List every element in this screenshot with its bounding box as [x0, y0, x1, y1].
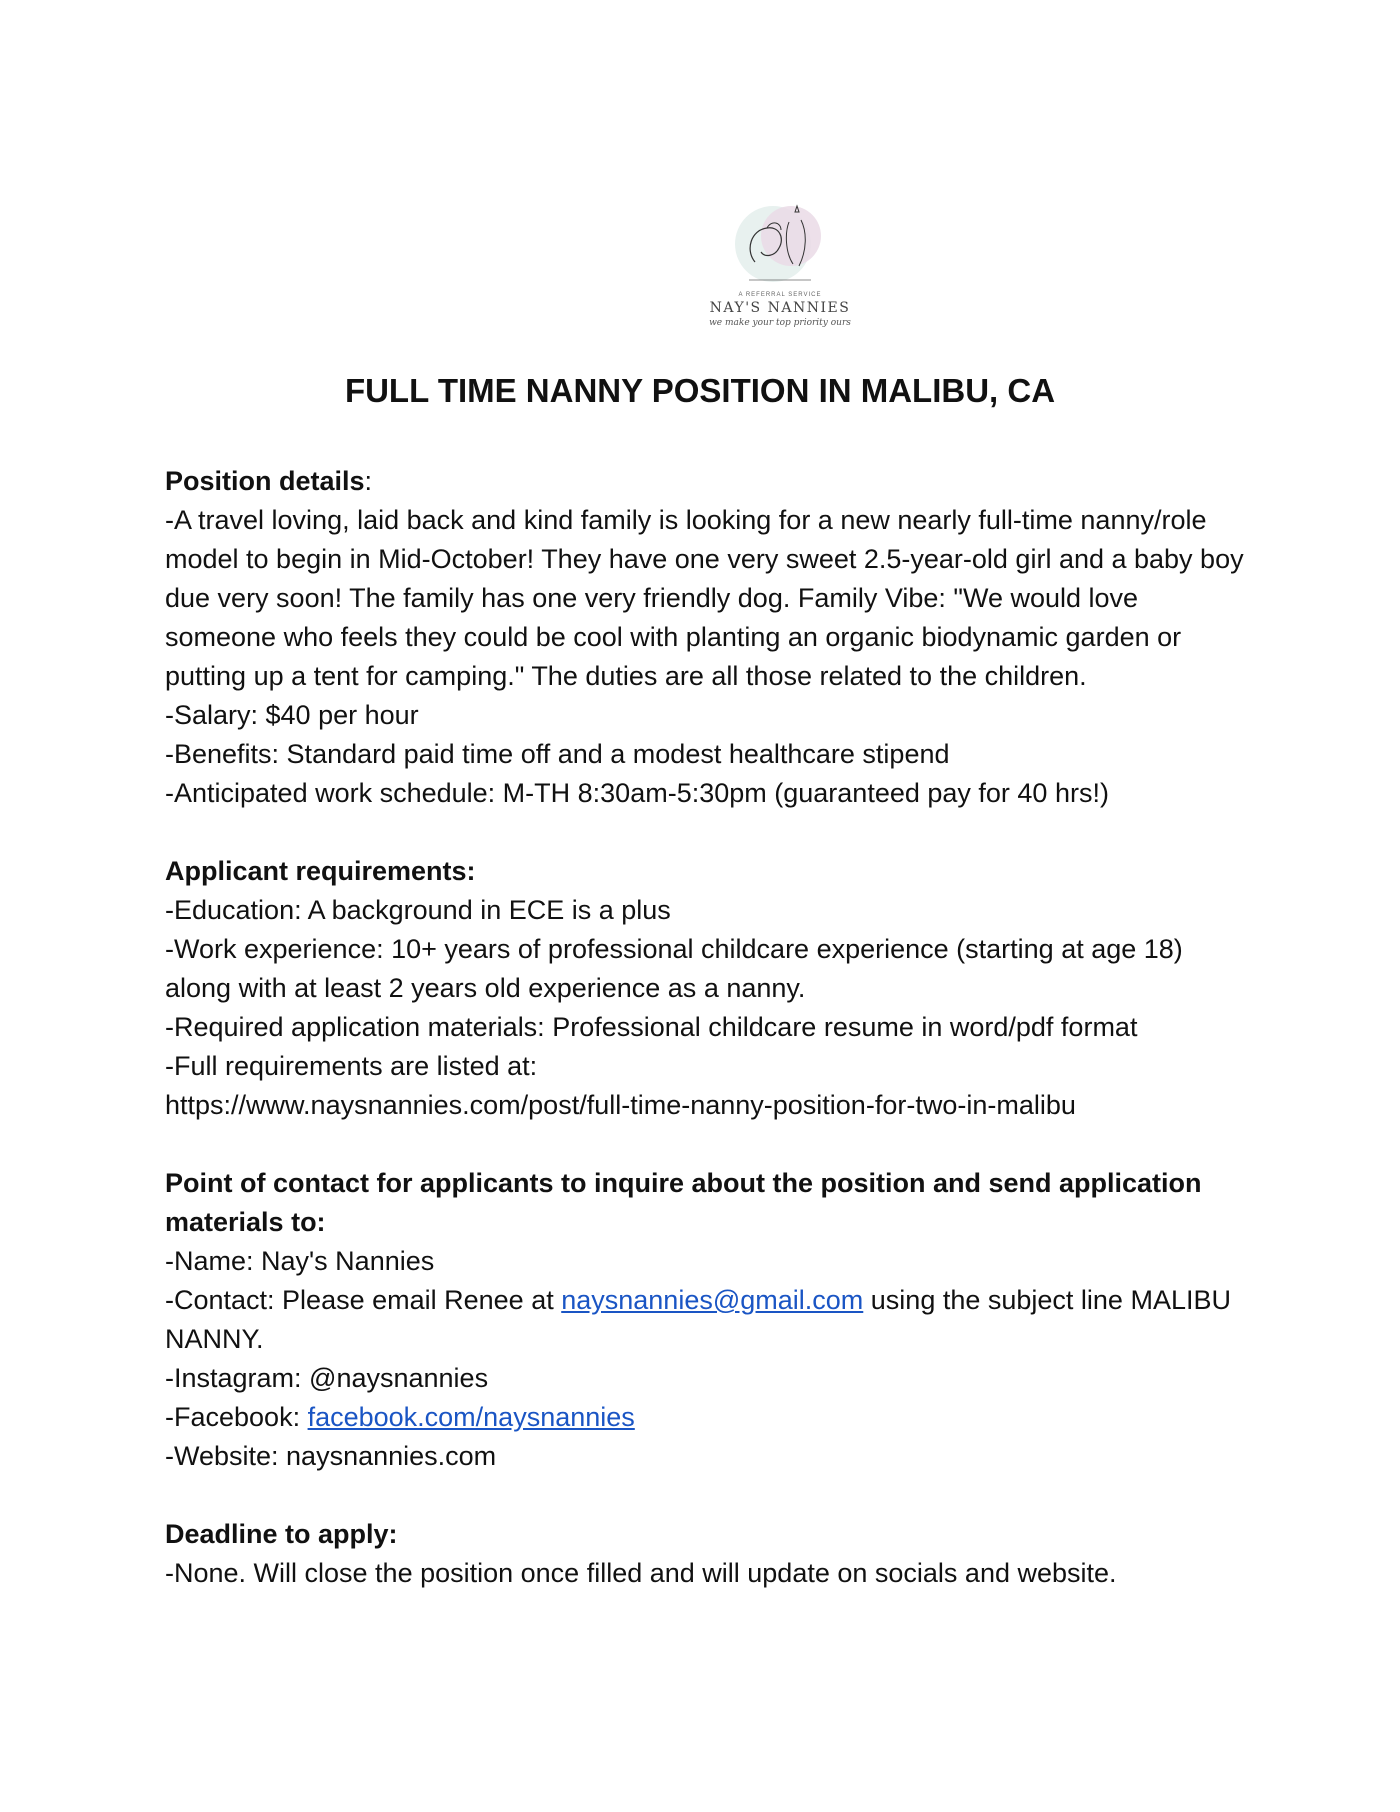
point-of-contact-section — [165, 1164, 1255, 1476]
logo-brand-name: NAY'S NANNIES — [709, 300, 851, 316]
logo-sub-label: A REFERRAL SERVICE — [738, 292, 822, 298]
logo-illustration-icon — [715, 192, 845, 292]
facebook-link[interactable]: facebook.com/naysnannies — [307, 1402, 635, 1432]
position-details-heading-line — [165, 462, 1255, 501]
instagram-line: -Instagram: @naysnannies — [165, 1363, 489, 1393]
applicant-requirements-section — [165, 852, 1255, 1125]
page-title: FULL TIME NANNY POSITION IN MALIBU, CA — [344, 372, 1056, 409]
work-experience-line: -Work experience: 10+ years of professional childcare experience (starting at age 18) along with at least 2 years old experience as a nanny. — [165, 934, 1191, 1003]
contact-name-line: -Name: Nay's Nannies — [165, 1246, 435, 1276]
position-details-heading: Position details — [165, 466, 365, 496]
document-body — [165, 462, 1255, 1632]
position-description: -A travel loving, laid back and kind family is looking for a new nearly full-time nanny/role model to begin in Mid-October! They have one very sweet 2.5-year-old girl and a baby boy due very soon! The family has one very friendly dog. Family Vibe: "We would love someone who feels they could be cool with planting an organic biodynamic garden or putting up a tent for camping." The duties are all those related to the children. — [165, 505, 1252, 691]
deadline-section — [165, 1515, 1255, 1593]
logo-tagline: we make your top priority ours — [709, 318, 851, 328]
website-line: -Website: naysnannies.com — [165, 1441, 497, 1471]
contact-email-suffix: using the subject line MALIBU NANNY. — [165, 1285, 1239, 1354]
deadline-heading: Deadline to apply: — [165, 1519, 398, 1549]
facebook-line — [165, 1398, 1255, 1437]
education-line: -Education: A background in ECE is a plus — [165, 895, 671, 925]
full-requirements-line: -Full requirements are listed at: — [165, 1051, 538, 1081]
contact-email-prefix: -Contact: Please email Renee at — [165, 1285, 562, 1315]
position-details-section — [165, 462, 1255, 813]
application-materials-line: -Required application materials: Professional childcare resume in word/pdf format — [165, 1012, 1138, 1042]
schedule-line: -Anticipated work schedule: M-TH 8:30am-5:30pm (guaranteed pay for 40 hrs!) — [165, 778, 1109, 808]
deadline-text: -None. Will close the position once filled and will update on socials and website. — [165, 1558, 1117, 1588]
email-link[interactable]: naysnannies@gmail.com — [561, 1285, 864, 1315]
benefits-line: -Benefits: Standard paid time off and a modest healthcare stipend — [165, 739, 950, 769]
contact-email-line — [165, 1281, 1255, 1359]
logo — [700, 192, 860, 342]
position-details-colon: : — [364, 466, 373, 496]
salary-line: -Salary: $40 per hour — [165, 700, 419, 730]
facebook-prefix: -Facebook: — [165, 1402, 308, 1432]
point-of-contact-heading: Point of contact for applicants to inquire about the position and send application materials to: — [165, 1168, 1210, 1237]
applicant-requirements-heading: Applicant requirements: — [165, 856, 476, 886]
requirements-url: https://www.naysnannies.com/post/full-time-nanny-position-for-two-in-malibu — [165, 1090, 1076, 1120]
